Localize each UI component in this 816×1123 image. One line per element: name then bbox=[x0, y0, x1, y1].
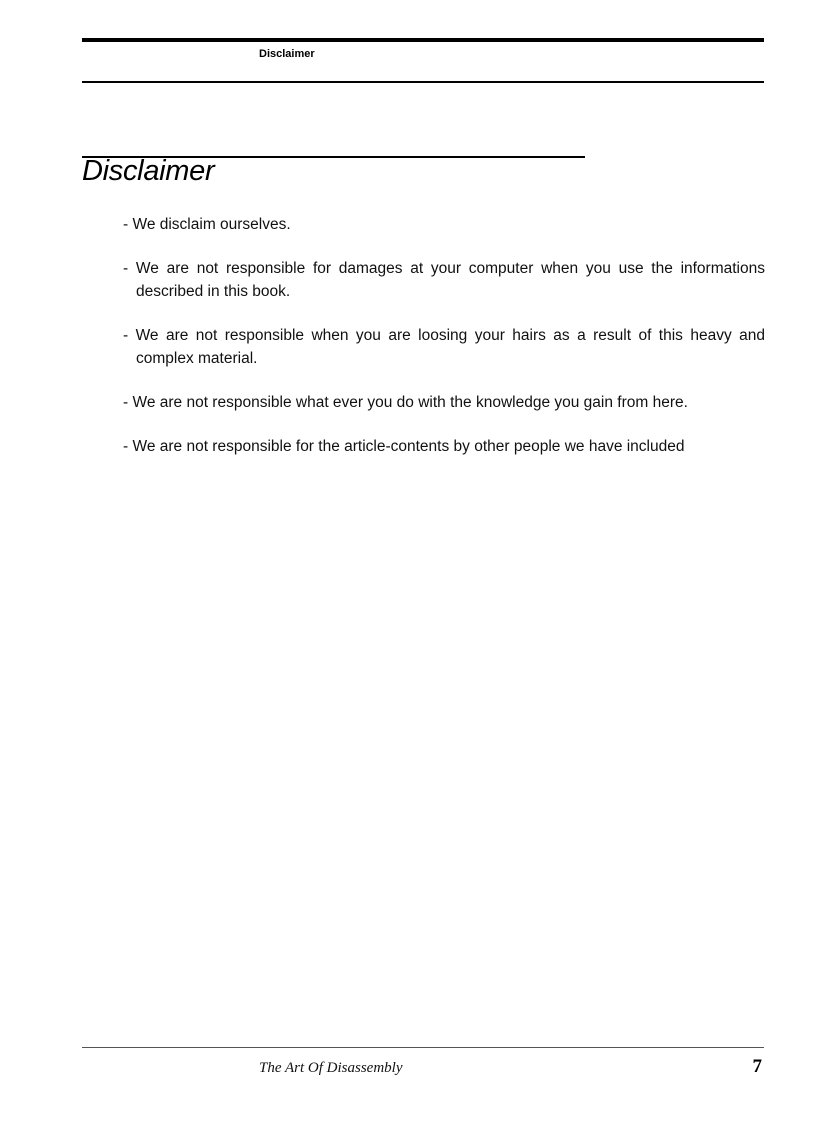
page-number: 7 bbox=[752, 1056, 762, 1077]
disclaimer-item: - We are not responsible for damages at your computer when you use the informations described in this book. bbox=[123, 260, 765, 300]
disclaimer-item: - We are not responsible for the article-contents by other people we have included bbox=[123, 438, 685, 455]
disclaimer-item: - We are not responsible what ever you do with the knowledge you gain from here. bbox=[123, 394, 688, 411]
chapter-title: Disclaimer bbox=[82, 155, 215, 187]
footer-book-title: The Art Of Disassembly bbox=[259, 1060, 403, 1076]
running-header: Disclaimer bbox=[259, 48, 315, 60]
header-thick-rule bbox=[82, 38, 764, 42]
footer-rule bbox=[82, 1047, 764, 1048]
disclaimer-list bbox=[123, 213, 765, 479]
disclaimer-item: - We disclaim ourselves. bbox=[123, 216, 291, 233]
header-thin-rule bbox=[82, 81, 764, 83]
disclaimer-item: - We are not responsible when you are loosing your hairs as a result of this heavy and complex material. bbox=[123, 327, 765, 367]
